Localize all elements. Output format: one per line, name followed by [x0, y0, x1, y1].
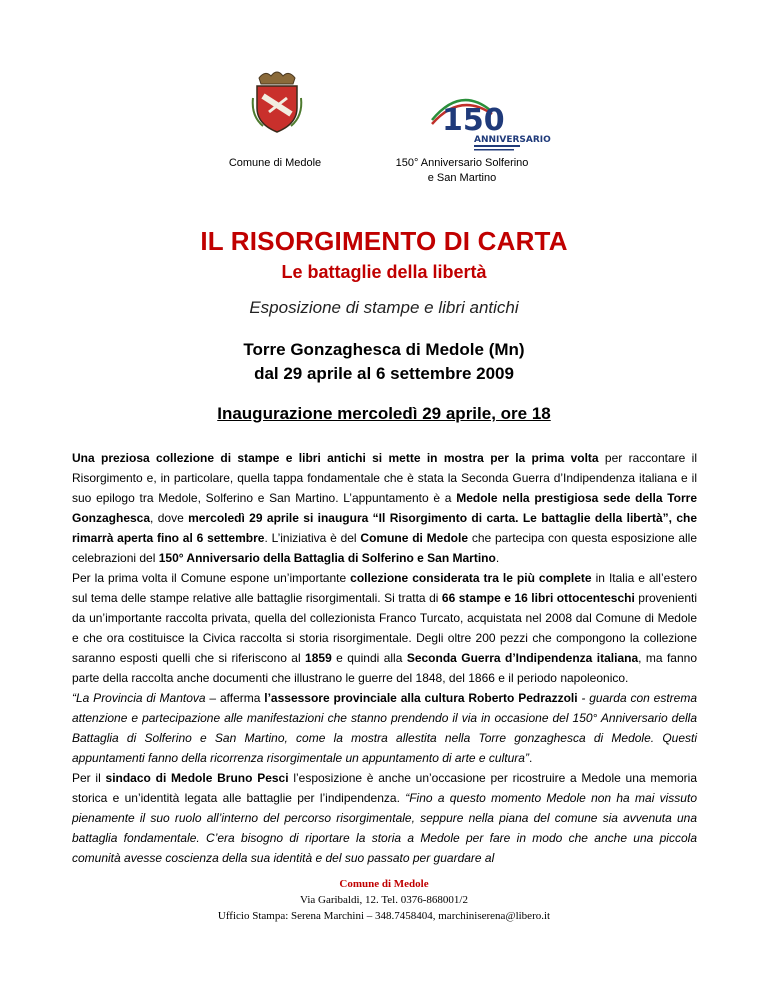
page-title: IL RISORGIMENTO DI CARTA — [200, 226, 568, 256]
footer-press-contact: Ufficio Stampa: Serena Marchini – 348.7458404, marchiniserena@libero.it — [217, 910, 551, 922]
anniv-word: ANNIVERSARIO — [474, 135, 551, 145]
paragraph-4: Per il sindaco di Medole Bruno Pesci l’esposizione è anche un’occasione per ricostruire a Medole una memoria storica e un’identità legata alle battaglie per l’indipendenza. “Fino a questo momento Medole non ha mai vissuto pienamente il suo ruolo all’interno del percorso risorgimentale, seppure nella piana del comune sia avvenuta una battaglia fondamentale. C’era bisogno di riportare la storia a Medole per fare in modo che anche una piccola comunità avesse coscienza della sua identità e del suo passato per guardare al — [72, 771, 697, 865]
logo-header — [0, 68, 768, 188]
venue-block — [0, 338, 768, 386]
inauguration-line: Inaugurazione mercoledì 29 aprile, ore 18 — [217, 404, 551, 423]
paragraph-1: Una preziosa collezione di stampe e libri antichi si mette in mostra per la prima volta per raccontare il Risorgimento e, in particolare, quella tappa fondamentale che è stata la Seconda Guerra d’Indipendenza italiana e il suo epilogo tra Medole, Solferino e San Martino. L’appuntamento è a Medole nella prestigiosa sede della Torre Gonzaghesca, dove mercoledì 29 aprile si inaugura “Il Risorgimento di carta. Le battaglie della libertà”, che rimarrà aperta fino al 6 settembre. L’iniziativa è del Comune di Medole che partecipa con questa esposizione alle celebrazioni del 150° Anniversario della Battaglia di Solferino e San Martino. — [72, 451, 698, 565]
venue-dates: dal 29 aprile al 6 settembre 2009 — [254, 364, 514, 383]
logo-left-caption: Comune di Medole — [228, 157, 322, 169]
paragraph-2: Per la prima volta il Comune espone un’importante collezione considerata tra le più complete in Italia e all’estero sul tema delle stampe relative alle battaglie risorgimentali. Si tratta di 66 stampe e 16 libri ottocenteschi provenienti da un’importante raccolta privata, quella del collezionista Franco Turcato, acquistata nel 2008 dal Comune di Medole e che ora costituisce la Civica raccolta si storia risorgimentale. Degli oltre 200 pezzi che compongono la collezione saranno esposti quelli che si riferiscono al 1859 e quindi alla Seconda Guerra d’Indipendenza italiana, ma fanno parte della raccolta anche documenti che illustrano le guerre del 1848, del 1866 e il periodo napoleonico. — [72, 571, 697, 685]
exhibition-description: Esposizione di stampe e libri antichi — [249, 298, 519, 317]
paragraph-3: “La Provincia di Mantova – afferma l’assessore provinciale alla cultura Roberto Pedrazzoli - guarda con estrema attenzione e partecipazione alle manifestazioni che stanno prendendo il via in occasione del 150° Anniversario della Battaglia di Solferino e San Martino, come la mostra allestita nella Torre gonzaghesca di Medole. Questi appuntamenti fanno della ricorrenza risorgimentale un appuntamento di arte e cultura”. — [72, 691, 697, 765]
footer-address: Via Garibaldi, 12. Tel. 0376-868001/2 — [300, 894, 468, 906]
anniversary-logo-icon — [430, 90, 551, 156]
footer — [0, 876, 768, 924]
venue-location: Torre Gonzaghesca di Medole (Mn) — [243, 340, 525, 359]
logo-right-caption: 150° Anniversario Solferino e San Martino — [395, 157, 529, 184]
coat-of-arms-icon — [249, 68, 305, 134]
footer-name: Comune di Medole — [339, 878, 429, 890]
page-subtitle: Le battaglie della libertà — [281, 262, 487, 282]
anniv-number: 150 — [442, 103, 505, 138]
press-release-body — [72, 448, 697, 868]
